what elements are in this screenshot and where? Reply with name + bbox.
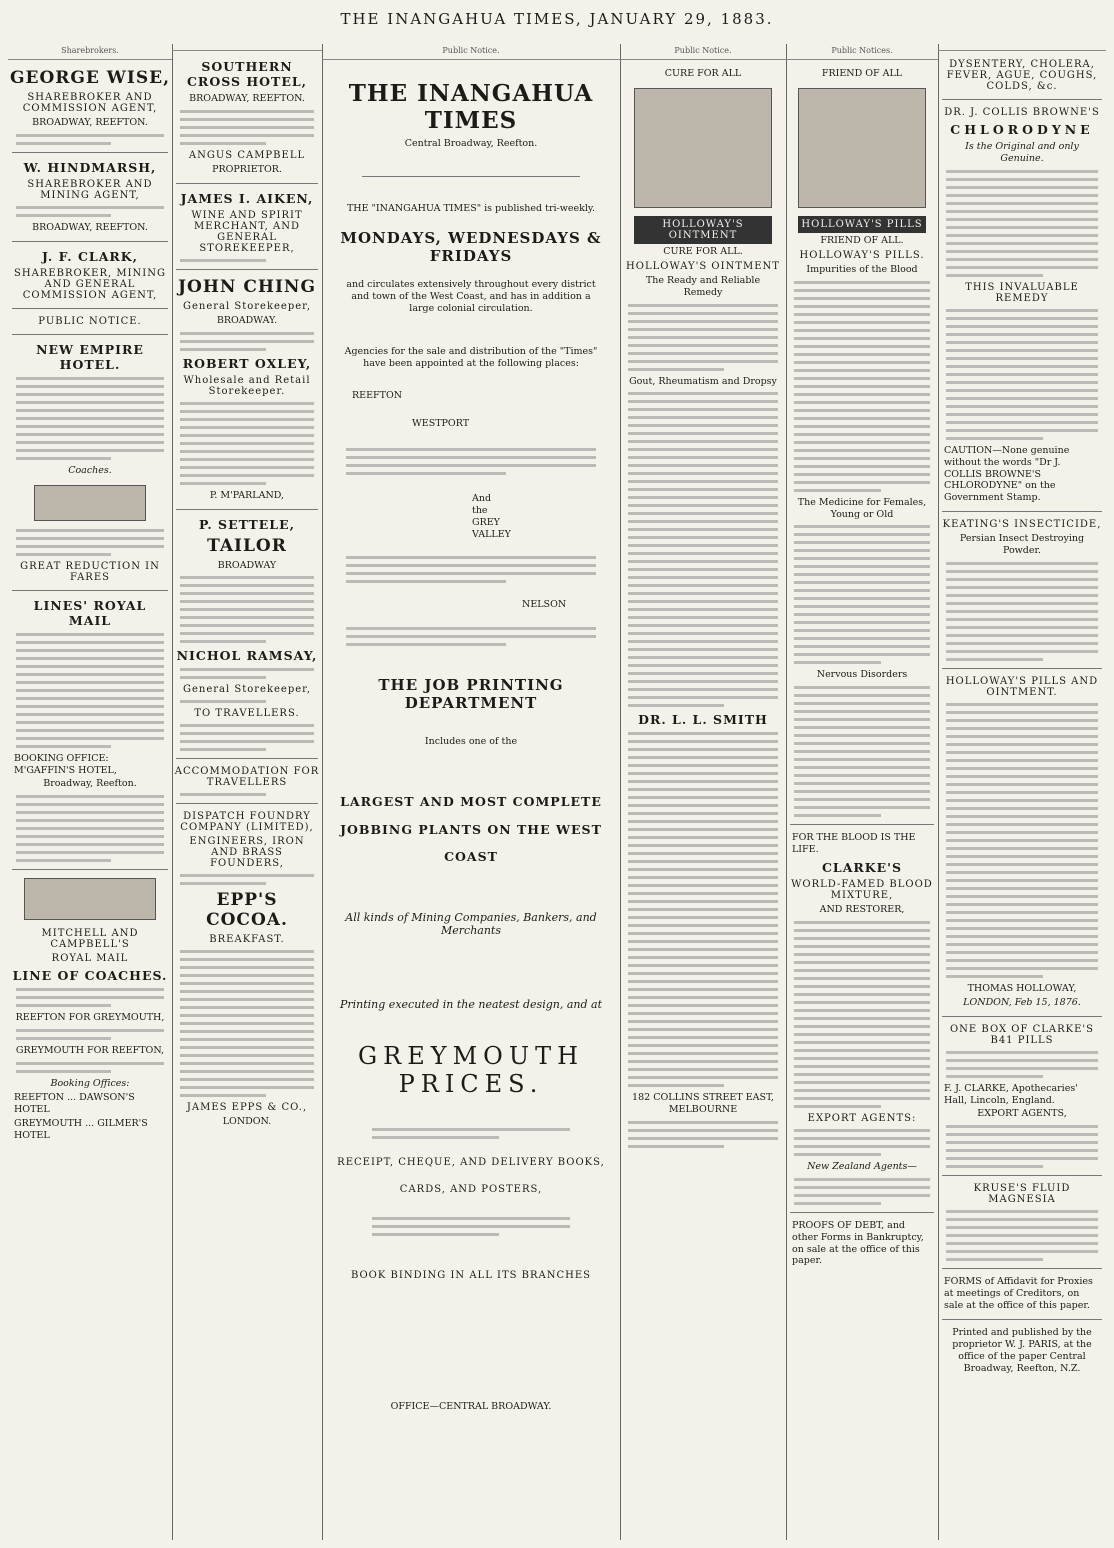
ad-subheading: Gout, Rheumatism and Dropsy	[629, 375, 777, 387]
ad-subheading: SHAREBROKER, MINING AND GENERAL COMMISSION AGENT,	[14, 267, 166, 301]
text-block	[180, 668, 314, 679]
ad-heading: LINE OF COACHES.	[12, 968, 168, 984]
rule	[942, 511, 1102, 512]
ad-line: REEFTON ... DAWSON'S HOTEL	[14, 1091, 135, 1115]
rule	[942, 1016, 1102, 1017]
text-block	[180, 700, 314, 703]
column-4	[620, 44, 787, 1540]
ad-heading: ACCOMMODATION FOR TRAVELLERS	[174, 766, 320, 789]
column-head: Public Notices.	[786, 44, 938, 60]
ad-line: CAUTION—None genuine without the words "Dr J. COLLIS BROWNE'S CHLORODYNE" on the Government Stamp.	[944, 444, 1070, 504]
ad-line: Includes one of the	[424, 736, 518, 748]
ad-heading: J. F. CLARK,	[41, 248, 138, 264]
text-block	[16, 377, 164, 460]
masthead: THE INANGAHUA TIMES, JANUARY 29, 1883.	[340, 10, 774, 28]
ad-subheading: Wholesale and Retail Storekeeper.	[183, 374, 311, 397]
text-block	[180, 332, 314, 351]
ad-heading: NICHOL RAMSAY,	[176, 648, 318, 664]
ad-heading: RECEIPT, CHEQUE, AND DELIVERY BOOKS,	[337, 1156, 605, 1168]
text-block	[180, 576, 314, 643]
text-block	[180, 793, 314, 796]
ad-address: BROADWAY, REEFTON.	[189, 93, 305, 104]
ad-heading: JAMES I. AIKEN,	[180, 190, 314, 206]
column-head	[938, 44, 1106, 51]
ad-heading: JOHN CHING	[178, 276, 316, 297]
ad-line: FOR THE BLOOD IS THE LIFE.	[792, 832, 916, 856]
ad-heading: ROBERT OXLEY,	[182, 355, 312, 371]
pills-illustration	[798, 88, 926, 208]
text-block	[946, 1051, 1098, 1078]
illustration-banner: FRIEND OF ALL	[821, 68, 903, 79]
ad-line: REEFTON FOR GREYMOUTH,	[15, 1012, 165, 1024]
ad-subheading: The Ready and Reliable Remedy	[645, 274, 761, 298]
ad-subheading: The Medicine for Females, Young or Old	[797, 496, 927, 520]
text-block	[628, 1121, 778, 1148]
ad-heading: CARDS, AND POSTERS,	[399, 1183, 543, 1195]
text-block	[180, 950, 314, 1097]
text-block	[346, 627, 596, 646]
text-block	[794, 1178, 930, 1205]
agency-place: REEFTON	[352, 390, 403, 402]
ad-line: GREYMOUTH ... GILMER'S HOTEL	[14, 1117, 148, 1141]
ad-heading: CHLORODYNE	[950, 122, 1094, 137]
ad-subheading: Nervous Disorders	[816, 669, 908, 681]
ad-subheading: New Zealand Agents—	[807, 1160, 917, 1172]
ad-subheading: WINE AND SPIRIT MERCHANT, AND GENERAL STOREKEEPER,	[191, 209, 303, 254]
ad-heading: BOOK BINDING IN ALL ITS BRANCHES	[350, 1269, 592, 1281]
ad-heading: HOLLOWAY'S OINTMENT	[626, 260, 780, 272]
ad-heading: LINES' ROYAL MAIL	[33, 597, 147, 628]
rule	[942, 1319, 1102, 1320]
ad-heading: GREYMOUTH PRICES.	[357, 1041, 585, 1098]
ad-line: FORMS of Affidavit for Proxies at meetings of Creditors, on sale at the office of this paper.	[944, 1276, 1093, 1311]
rule	[790, 824, 934, 825]
column-head: Public Notice.	[620, 44, 786, 60]
text-block	[16, 988, 164, 1007]
ad-heading: DR. J. COLLIS BROWNE'S	[944, 107, 1100, 118]
column-head: Sharebrokers.	[8, 44, 172, 60]
ad-line: PROPRIETOR.	[212, 163, 282, 175]
text-block	[794, 281, 930, 492]
text-block	[180, 874, 314, 885]
text-block	[628, 392, 778, 707]
rule	[790, 1212, 934, 1213]
text-block	[180, 724, 314, 751]
rule	[942, 668, 1102, 669]
ad-heading: SOUTHERN CROSS HOTEL,	[186, 59, 308, 89]
column-2	[172, 44, 323, 1540]
text-block	[628, 732, 778, 1087]
ad-subheading: EXPORT AGENTS,	[977, 1108, 1067, 1120]
text-block	[372, 1128, 570, 1139]
ad-signature: THOMAS HOLLOWAY,	[967, 982, 1077, 994]
ad-line: and circulates extensively throughout every district and town of the West Coast, and has in addition a large colonial circulation.	[346, 278, 596, 314]
text-block	[16, 1062, 164, 1073]
ad-line: Agencies for the sale and distribution of the "Times" have been appointed at the following places:	[344, 346, 598, 370]
coach-illustration	[34, 485, 146, 521]
rule	[942, 1268, 1102, 1269]
illustration-banner: CURE FOR ALL	[664, 68, 742, 79]
ad-line: THE "INANGAHUA TIMES" is published tri-weekly.	[346, 202, 596, 214]
column-6	[938, 44, 1106, 1540]
column-head: Public Notice.	[322, 44, 620, 60]
ad-line: LONDON.	[222, 1116, 272, 1128]
ad-line: FRIEND OF ALL.	[820, 234, 904, 246]
text-block	[946, 170, 1098, 277]
ad-heading: THE JOB PRINTING DEPARTMENT	[378, 676, 564, 713]
ad-subheading: BREAKFAST.	[209, 934, 285, 946]
text-block	[628, 304, 778, 371]
ad-line: PROOFS OF DEBT, and other Forms in Bankruptcy, on sale at the office of this paper.	[792, 1219, 924, 1267]
ad-heading: EPP'S COCOA.	[206, 890, 288, 931]
ad-subheading: SHAREBROKER AND MINING AGENT,	[27, 178, 153, 201]
ad-heading: ONE BOX OF CLARKE'S B41 PILLS	[949, 1023, 1094, 1046]
ad-heading: MITCHELL AND CAMPBELL'S	[41, 928, 139, 951]
rule	[12, 334, 168, 335]
ad-heading: ANGUS CAMPBELL	[188, 149, 306, 161]
rule	[12, 308, 168, 309]
ad-heading: KRUSE'S FLUID MAGNESIA	[973, 1183, 1071, 1206]
ad-line: All kinds of Mining Companies, Bankers, and Merchants	[345, 910, 597, 938]
text-block	[180, 402, 314, 485]
ad-heading: P. SETTELE,	[199, 516, 295, 532]
ad-heading: GREAT REDUCTION IN FARES	[20, 560, 160, 583]
ad-line: CURE FOR ALL.	[663, 245, 743, 257]
text-block	[946, 1125, 1098, 1168]
text-block	[16, 795, 164, 862]
ad-line: Printing executed in the neatest design, and at	[339, 998, 602, 1012]
ad-line: Broadway, Reefton.	[43, 778, 137, 790]
coach-illustration	[24, 878, 156, 920]
text-block	[946, 562, 1098, 661]
ad-address: BROADWAY, REEFTON.	[32, 117, 148, 128]
text-block	[180, 259, 314, 262]
newspaper-columns	[8, 44, 1106, 1540]
ad-heading: JAMES EPPS & CO.,	[186, 1102, 308, 1114]
ad-line: Is the Original and only Genuine.	[965, 141, 1079, 164]
ad-subheading: WORLD-FAMED BLOOD MIXTURE,	[791, 879, 933, 901]
ad-heading: NEW EMPIRE HOTEL.	[36, 341, 144, 372]
text-block	[16, 633, 164, 748]
ad-heading: HOLLOWAY'S PILLS.	[799, 249, 925, 261]
rule	[12, 590, 168, 591]
ad-line: LONDON, Feb 15, 1876.	[963, 996, 1081, 1008]
ad-address: BROADWAY, REEFTON.	[32, 221, 148, 233]
ad-heading: DYSENTERY, CHOLERA, FEVER, AGUE, COUGHS, COLDS, &c.	[946, 59, 1098, 92]
ad-line: F. J. CLARKE, Apothecaries' Hall, Lincoln, England.	[944, 1082, 1078, 1106]
rule	[176, 803, 318, 804]
column-1	[8, 44, 173, 1540]
ad-heading: HOLLOWAY'S PILLS AND OINTMENT.	[945, 675, 1099, 698]
imprint: Printed and published by the proprietor W. J. PARIS, at the office of the paper Central Broadway, Reefton, N.Z.	[952, 1326, 1092, 1374]
ad-line: BOOKING OFFICE: M'GAFFIN'S HOTEL,	[14, 752, 117, 776]
rule	[176, 183, 318, 184]
ad-heading: EXPORT AGENTS:	[807, 1112, 917, 1124]
text-block	[946, 1210, 1098, 1261]
ad-subheading: General Storekeeper,	[182, 300, 312, 312]
ad-heading: GEORGE WISE,	[10, 68, 171, 88]
rule	[942, 99, 1102, 100]
rule	[176, 509, 318, 510]
column-head	[172, 44, 322, 51]
ad-subheading: Impurities of the Blood	[806, 263, 918, 275]
text-block	[16, 529, 164, 556]
ad-subheading: Persian Insect Destroying Powder.	[959, 533, 1085, 556]
ad-line: OFFICE—CENTRAL BROADWAY.	[390, 1400, 552, 1412]
column-3: Public Notice. THE INANGAHUA TIMES Central Broadway, Reefton. THE "INANGAHUA TIMES" is published tri-weekly. MONDAYS, WEDNESDAYS & FRIDAYS and circulates extensively throughout every district and town of the West Coast, and has in addition a large colonial circulation. Agencies for the sale and distribution of the "Times" have been appointed at the following places: REEFTON WESTPORT And the GREY VALLEY NELSON THE JOB PRINTING DEPARTMENT Includes one of the LARGEST AND MOST COMPLETE JOBBING PLANTS ON THE WEST COAST All kinds of Mining Companies, Bankers, and Merchants Printing executed in the neatest design, and at GREYMOUTH PRICES. RECEIPT, CHEQUE, AND DELIVERY BOOKS, CARDS, AND POSTERS, BOOK BINDING IN ALL ITS BRANCHES OFFICE—CENTRAL BROADWAY.	[322, 44, 621, 1540]
ad-subheading: ROYAL MAIL	[51, 953, 129, 965]
product-banner: HOLLOWAY'S OINTMENT	[634, 216, 772, 244]
ad-address: BROADWAY	[217, 559, 277, 571]
text-block	[946, 703, 1098, 978]
rule	[12, 241, 168, 242]
product-banner: HOLLOWAY'S PILLS	[798, 216, 926, 233]
ad-heading: DR. L. L. SMITH	[638, 712, 768, 728]
text-block	[946, 309, 1098, 440]
ad-heading: MONDAYS, WEDNESDAYS & FRIDAYS	[340, 228, 602, 265]
text-block	[372, 1217, 570, 1236]
ad-heading: CLARKE'S	[821, 860, 903, 875]
ad-subheading: General Storekeeper,	[182, 684, 312, 696]
ad-subheading: ENGINEERS, IRON AND BRASS FOUNDERS,	[189, 836, 305, 870]
text-block	[180, 110, 314, 145]
ad-heading: PUBLIC NOTICE.	[38, 315, 142, 327]
text-block	[346, 448, 596, 475]
text-block	[794, 1129, 930, 1156]
rule	[176, 758, 318, 759]
ad-line: P. M'PARLAND,	[209, 489, 285, 501]
newspaper-title: THE INANGAHUA TIMES	[348, 80, 594, 134]
ad-note: Coaches.	[68, 464, 112, 476]
ad-subheading: AND RESTORER,	[819, 904, 905, 915]
ad-line: Booking Offices:	[50, 1078, 130, 1089]
ad-heading: W. HINDMARSH,	[23, 159, 157, 175]
rule	[362, 176, 580, 177]
agency-place: WESTPORT	[412, 418, 470, 429]
text-block	[16, 206, 164, 217]
text-block	[794, 686, 930, 817]
ad-heading: TO TRAVELLERS.	[194, 708, 300, 720]
ad-heading: THIS INVALUABLE REMEDY	[965, 281, 1079, 304]
text-block	[16, 1029, 164, 1040]
ad-address: BROADWAY.	[216, 314, 278, 326]
text-block	[16, 134, 164, 145]
ad-heading: LARGEST AND MOST COMPLETE JOBBING PLANTS ON THE WEST COAST	[340, 794, 602, 865]
ad-heading: TAILOR	[207, 535, 287, 556]
text-block	[794, 921, 930, 1108]
ad-line: GREYMOUTH FOR REEFTON,	[15, 1045, 165, 1057]
ad-address: 182 COLLINS STREET EAST, MELBOURNE	[632, 1092, 774, 1116]
newspaper-address: Central Broadway, Reefton.	[404, 138, 538, 149]
text-block	[346, 556, 596, 583]
ad-heading: KEATING'S INSECTICIDE,	[942, 519, 1102, 531]
ad-subheading: SHAREBROKER AND COMMISSION AGENT,	[22, 92, 158, 114]
rule	[176, 269, 318, 270]
column-5	[786, 44, 939, 1540]
rule	[942, 1175, 1102, 1176]
rule	[12, 152, 168, 153]
ointment-illustration	[634, 88, 772, 208]
text-block	[794, 525, 930, 664]
rule	[12, 869, 168, 870]
ad-heading: DISPATCH FOUNDRY COMPANY (LIMITED),	[180, 811, 314, 834]
